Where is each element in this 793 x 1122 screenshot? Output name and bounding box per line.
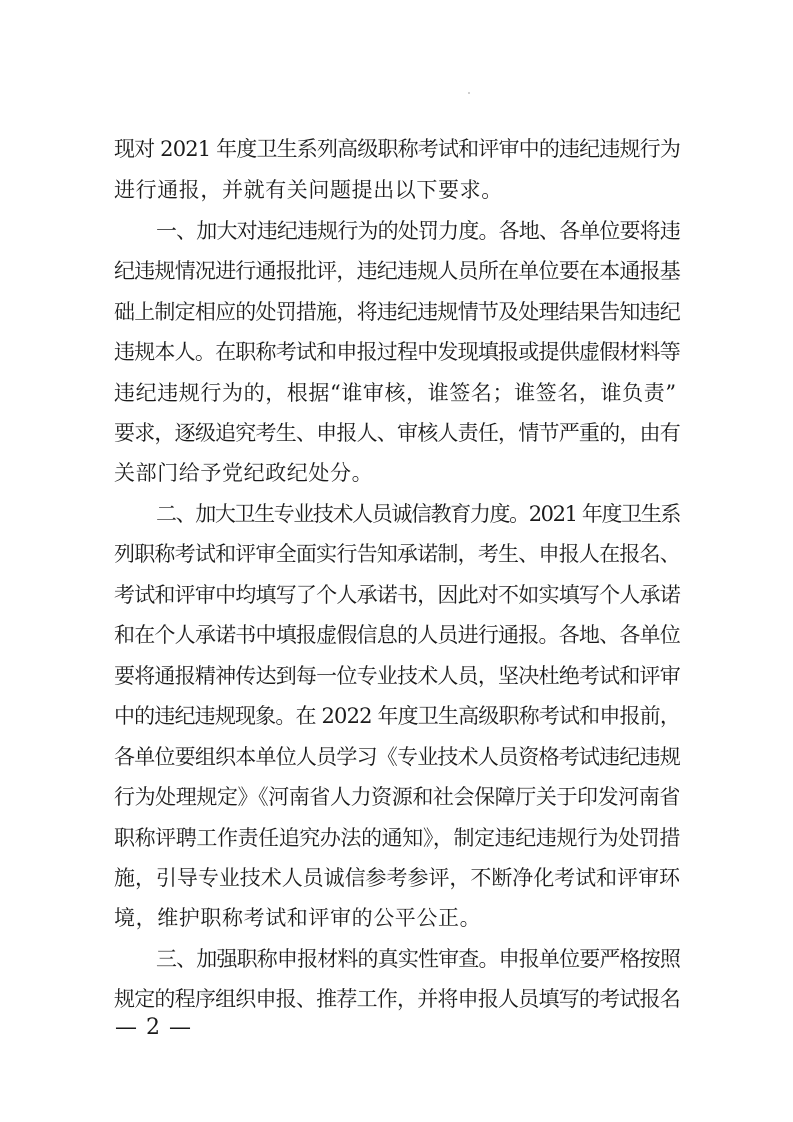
text-line: 考试和评审中均填写了个人承诺书，因此对不如实填写个人承诺 [114,583,680,607]
text-line: 纪违规情况进行通报批评，违纪违规人员所在单位要在本通报基 [114,259,680,283]
text-line: 关部门给予党纪政纪处分。 [114,461,374,485]
page-number: — 2 — [115,1015,192,1040]
text-line: 违规本人。在职称考试和申报过程中发现填报或提供虚假材料等 [114,340,680,364]
text-line: 础上制定相应的处罚措施，将违纪违规情节及处理结果告知违纪 [114,300,680,324]
text-line: 各单位要组织本单位人员学习《专业技术人员资格考试违纪违规 [114,745,680,769]
text-line: 中的违纪违规现象。在 2022 年度卫生高级职称考试和申报前， [114,704,680,728]
text-line: 现对 2021 年度卫生系列高级职称考试和评审中的违纪违规行为 [114,137,680,161]
text-line: 规定的程序组织申报、推荐工作，并将申报人员填写的考试报名 [114,987,680,1011]
text-line: 境，维护职称考试和评审的公平公正。 [114,906,482,930]
text-line: 要将通报精神传达到每一位专业技术人员，坚决杜绝考试和评审 [114,664,680,688]
text-line: 违纪违规行为的，根据“谁审核，谁签名；谁签名，谁负责” [114,381,677,405]
text-line: 行为处理规定》《河南省人力资源和社会保障厅关于印发河南省 [114,785,680,809]
text-line: 列职称考试和评审全面实行告知承诺制，考生、申报人在报名、 [114,542,680,566]
text-line: 和在个人承诺书中填报虚假信息的人员进行通报。各地、各单位 [114,623,680,647]
text-line: 要求，逐级追究考生、申报人、审核人责任，情节严重的，由有 [114,421,680,445]
text-line: 进行通报，并就有关问题提出以下要求。 [114,178,503,202]
paragraph-3-start: 三、加强职称申报材料的真实性审查。申报单位要严格按照 [156,947,680,971]
text-line: 施，引导专业技术人员诚信参考参评，不断净化考试和评审环 [114,866,680,890]
paragraph-2-start: 二、加大卫生专业技术人员诚信教育力度。2021 年度卫生系 [156,502,680,526]
paragraph-1-start: 一、加大对违纪违规行为的处罚力度。各地、各单位要将违 [156,219,680,243]
text-line: 职称评聘工作责任追究办法的通知》，制定违纪违规行为处罚措 [114,826,680,850]
scan-speck [468,92,470,94]
